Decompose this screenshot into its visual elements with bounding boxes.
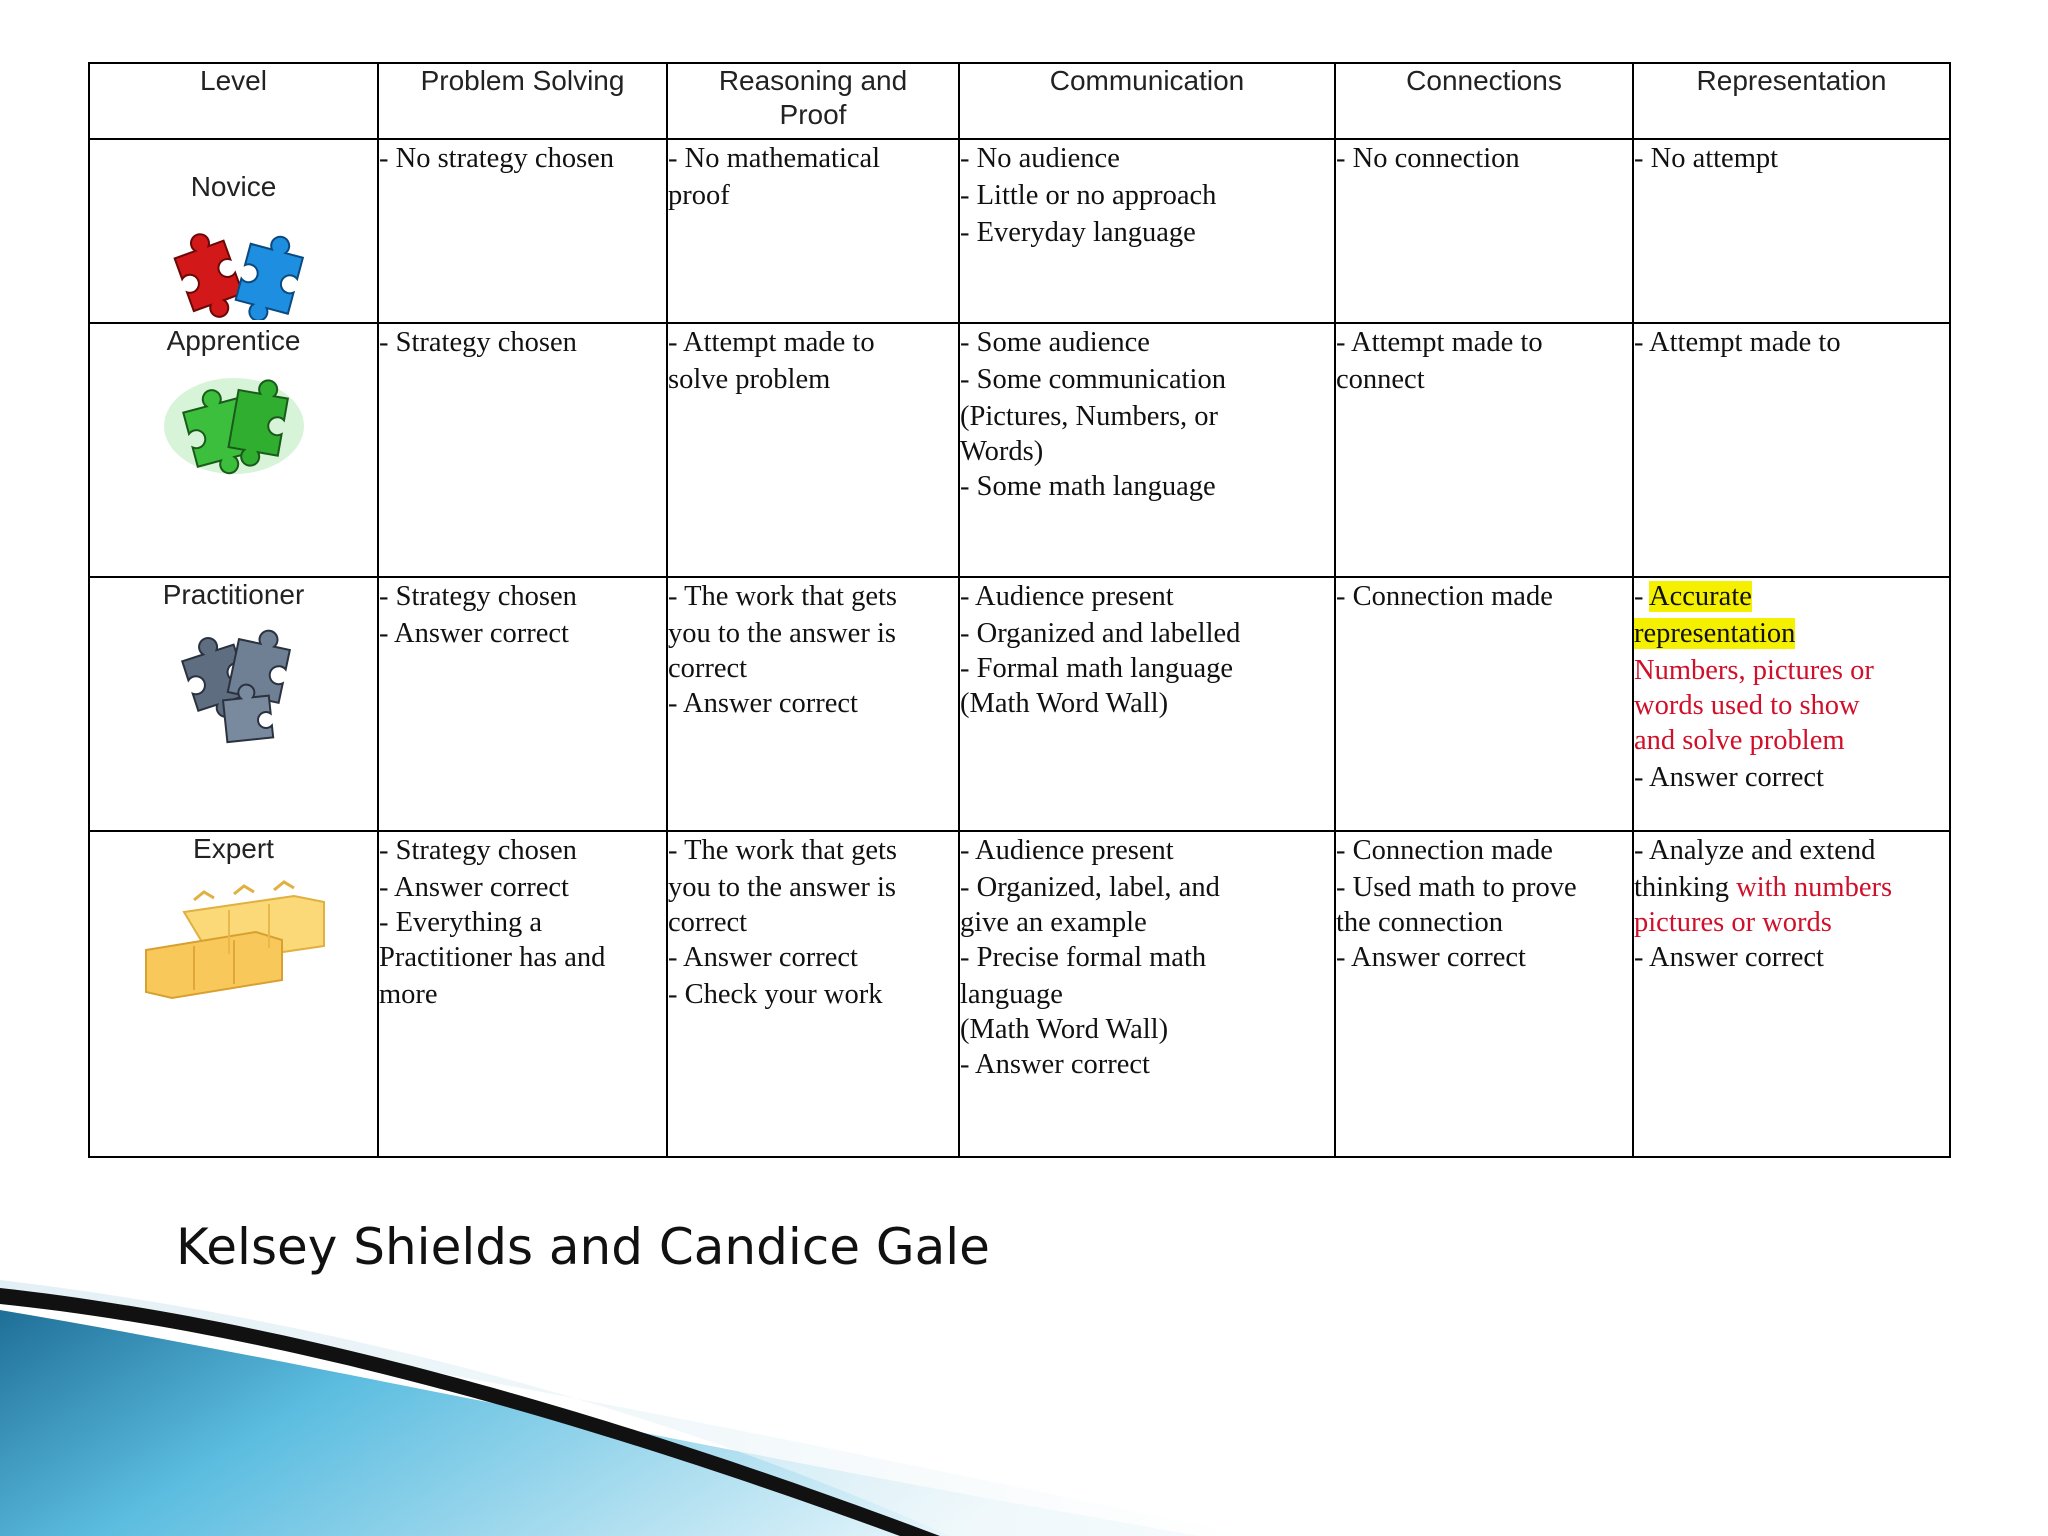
level-expert	[89, 831, 378, 1157]
red-blue-puzzle-icon	[144, 210, 324, 320]
novice-reasoning: - No mathematical proof	[667, 139, 959, 323]
expert-connections: - Connection made - Used math to prove the connection - Answer correct	[1335, 831, 1633, 1157]
header-communication: Communication	[959, 63, 1335, 139]
novice-representation: - No attempt	[1633, 139, 1950, 323]
authors-caption: Kelsey Shields and Candice Gale	[176, 1218, 990, 1276]
expert-problem-solving: - Strategy chosen - Answer correct - Everything a Practitioner has and more	[378, 831, 667, 1157]
apprentice-problem-solving: - Strategy chosen	[378, 323, 667, 577]
blue-swoosh-decoration	[0, 1270, 2048, 1536]
apprentice-reasoning: - Attempt made to solve problem	[667, 323, 959, 577]
row-novice	[89, 139, 1950, 323]
practitioner-representation: - Accurate representation Numbers, pictures or words used to show and solve problem - Answer correct	[1633, 577, 1950, 831]
header-level: Level	[89, 63, 378, 139]
yellow-puzzle-icon	[134, 872, 334, 1002]
header-connections: Connections	[1335, 63, 1633, 139]
novice-communication: - No audience - Little or no approach - Everyday language	[959, 139, 1335, 323]
level-novice	[89, 139, 378, 323]
apprentice-representation: - Attempt made to	[1633, 323, 1950, 577]
highlighted-text: representation	[1634, 618, 1796, 649]
header-reasoning-proof: Reasoning and Proof	[667, 63, 959, 139]
row-apprentice	[89, 323, 1950, 577]
green-puzzle-icon	[159, 364, 309, 484]
highlighted-text: Accurate	[1649, 581, 1752, 612]
gray-puzzle-icon	[159, 618, 309, 748]
row-expert	[89, 831, 1950, 1157]
apprentice-connections: - Attempt made to connect	[1335, 323, 1633, 577]
level-apprentice	[89, 323, 378, 577]
header-problem-solving: Problem Solving	[378, 63, 667, 139]
header-row	[89, 63, 1950, 139]
level-name: Practitioner	[162, 579, 305, 610]
level-name: Apprentice	[166, 325, 301, 356]
expert-representation: - Analyze and extend thinking with numbers pictures or words - Answer correct	[1633, 831, 1950, 1157]
practitioner-reasoning: - The work that gets you to the answer is correct - Answer correct	[667, 577, 959, 831]
novice-problem-solving: - No strategy chosen	[378, 139, 667, 323]
practitioner-connections: - Connection made	[1335, 577, 1633, 831]
expert-reasoning: - The work that gets you to the answer is correct - Answer correct - Check your work	[667, 831, 959, 1157]
practitioner-problem-solving: - Strategy chosen - Answer correct	[378, 577, 667, 831]
novice-connections: - No connection	[1335, 139, 1633, 323]
level-practitioner	[89, 577, 378, 831]
level-name: Expert	[193, 833, 274, 864]
row-practitioner	[89, 577, 1950, 831]
apprentice-communication: - Some audience - Some communication (Pictures, Numbers, or Words) - Some math language	[959, 323, 1335, 577]
expert-communication: - Audience present - Organized, label, and give an example - Precise formal math language (Math Word Wall) - Answer correct	[959, 831, 1335, 1157]
practitioner-communication: - Audience present - Organized and labelled - Formal math language (Math Word Wall)	[959, 577, 1335, 831]
level-name: Novice	[190, 171, 277, 202]
header-representation: Representation	[1633, 63, 1950, 139]
rubric-table	[88, 62, 1951, 1158]
